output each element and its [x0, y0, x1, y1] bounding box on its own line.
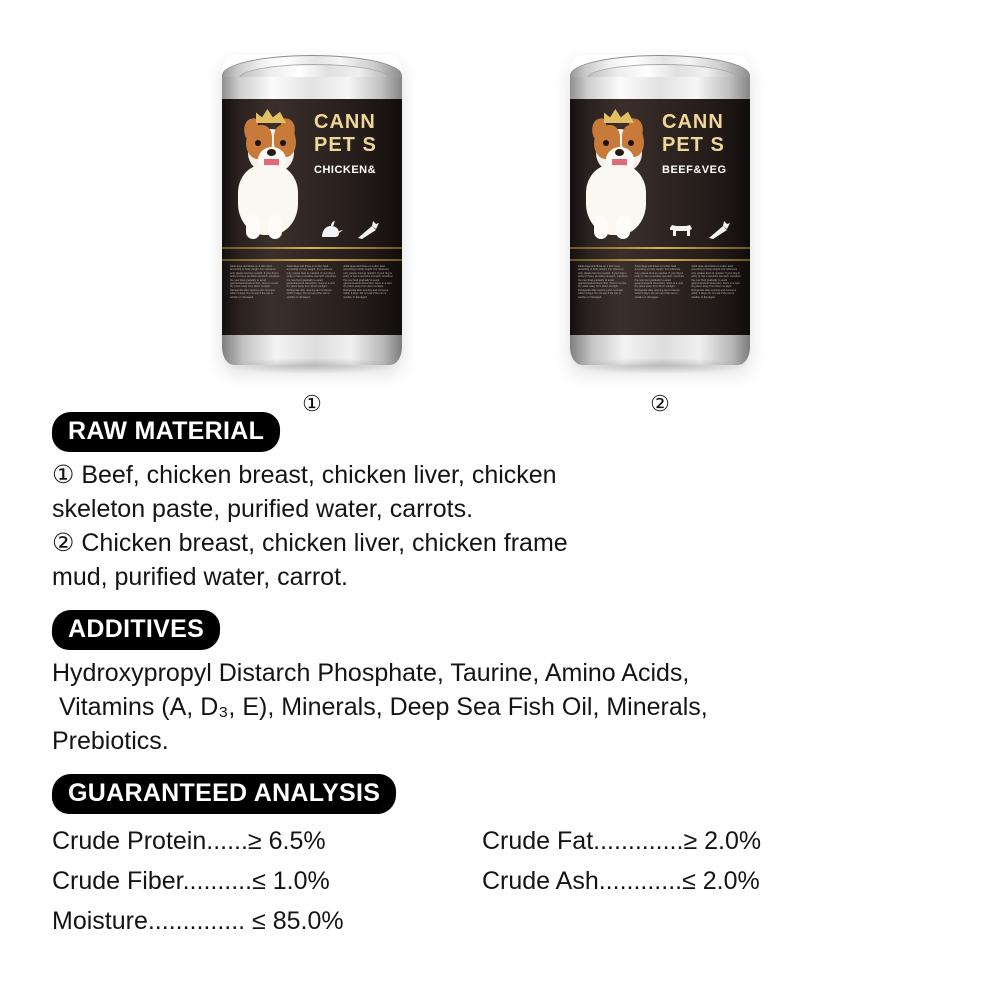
can-fineprint — [230, 265, 394, 329]
analysis-row-3-left: Moisture.............. ≤ 85.0% — [52, 907, 344, 935]
product-can-1 — [222, 55, 402, 416]
fineprint-col-2: Adult dogs and those on a diet: feed according to body weight. For reference only, please feed as needed. If your dog is picky or has a sensitive stomach, introduce the new food gradually to avoid gastrointestinal discomfort. Store in a cool dry place away from direct sunlight. Refrigerate after opening and consume within 3 days. Do not use if the can is swollen or damaged. — [286, 265, 337, 299]
chicken-icon — [318, 220, 344, 240]
additives-line-3: Prebiotics. — [52, 727, 169, 755]
carrot-icon — [352, 220, 382, 240]
can-label — [222, 99, 402, 335]
can-label — [570, 99, 750, 335]
can-fineprint — [578, 265, 742, 329]
crown-icon — [256, 109, 286, 123]
additives-block — [0, 610, 1000, 758]
dog-eye-right — [280, 140, 286, 146]
dog-paw-left — [594, 215, 608, 239]
fineprint-col-2: Adult dogs and those on a diet: feed according to body weight. For reference only, please feed as needed. If your dog is picky or has a sensitive stomach, introduce the new food gradually to avoid gastrointestinal discomfort. Store in a cool dry place away from direct sunlight. Refrigerate after opening and consume within 3 days. Do not use if the can is swollen or damaged. — [634, 265, 685, 299]
guaranteed-analysis-heading-text: GUARANTEED ANALYSIS — [68, 779, 381, 807]
dog-nose — [615, 149, 624, 156]
analysis-row-1-left: Crude Protein......≥ 6.5% — [52, 827, 326, 855]
additives-line-1: Hydroxypropyl Distarch Phosphate, Taurine, Amino Acids, — [52, 659, 690, 687]
can-shadow — [224, 358, 400, 374]
brand-line-1: CANN — [662, 111, 724, 133]
raw-material-line-4: mud, purified water, carrot. — [52, 563, 348, 591]
dog-nose — [267, 149, 276, 156]
guaranteed-analysis-table — [52, 824, 1000, 938]
raw-material-block — [0, 412, 1000, 594]
analysis-row-3-right — [482, 904, 1000, 938]
raw-material-heading-text: RAW MATERIAL — [68, 417, 265, 445]
product-can-2 — [570, 55, 750, 416]
gold-divider-top — [222, 247, 402, 249]
dog-paw-right — [616, 215, 630, 239]
can-graphic — [222, 55, 402, 365]
dog-eye-left — [603, 140, 609, 146]
fineprint-col-3: Adult dogs and those on a diet: feed according to body weight. For reference only, please feed as needed. If your dog is picky or has a sensitive stomach, introduce the new food gradually to avoid gastrointestinal discomfort. Store in a cool dry place away from direct sunlight. Refrigerate after opening and consume within 3 days. Do not use if the can is swollen or damaged. — [691, 265, 741, 299]
ingredient-silhouettes — [666, 217, 744, 243]
analysis-row-2-right: Crude Ash............≤ 2.0% — [482, 867, 760, 895]
can-graphic — [570, 55, 750, 365]
product-image-row — [0, 0, 1000, 420]
flavor-label: BEEF&VEG — [662, 164, 727, 176]
raw-material-line-3: ② Chicken breast, chicken liver, chicken frame — [52, 529, 568, 557]
ingredient-silhouettes — [318, 217, 396, 243]
carrot-icon — [704, 220, 732, 240]
dog-eye-right — [628, 140, 634, 146]
can-marker-1: ① — [302, 391, 322, 416]
flavor-label: CHICKEN& — [314, 164, 377, 176]
dog-eye-left — [255, 140, 261, 146]
brand-block — [662, 111, 727, 183]
corgi-dog-photo — [228, 107, 314, 243]
raw-material-line-2: skeleton paste, purified water, carrots. — [52, 495, 474, 523]
brand-line-2: PET S — [662, 134, 725, 156]
can-marker-2: ② — [650, 391, 670, 416]
analysis-row-2-left: Crude Fiber..........≤ 1.0% — [52, 867, 330, 895]
fineprint-col-3: Adult dogs and those on a diet: feed according to body weight. For reference only, please feed as needed. If your dog is picky or has a sensitive stomach, introduce the new food gradually to avoid gastrointestinal discomfort. Store in a cool dry place away from direct sunlight. Refrigerate after opening and consume within 3 days. Do not use if the can is swollen or damaged. — [343, 265, 393, 299]
info-content — [0, 412, 1000, 954]
brand-line-2: PET S — [314, 134, 377, 156]
crown-icon — [604, 109, 634, 123]
gold-divider-top — [570, 247, 750, 249]
brand-line-1: CANN — [314, 111, 376, 133]
raw-material-text — [52, 458, 952, 594]
raw-material-heading — [51, 412, 281, 452]
analysis-row-1-right: Crude Fat.............≥ 2.0% — [482, 827, 762, 855]
can-shadow — [572, 358, 748, 374]
additives-heading — [51, 610, 220, 650]
additives-heading-text: ADDITIVES — [68, 615, 205, 643]
raw-material-line-1: ① Beef, chicken breast, chicken liver, chicken — [52, 461, 557, 489]
corgi-dog-photo — [576, 107, 662, 243]
gold-divider-bottom — [222, 259, 402, 261]
additives-text — [52, 656, 952, 758]
fineprint-col-1: Adult dogs and those on a diet: feed according to body weight. For reference only, please feed as needed. If your dog is picky or has a sensitive stomach, introduce the new food gradually to avoid gastrointestinal discomfort. Store in a cool dry place away from direct sunlight. Refrigerate after opening and consume within 3 days. Do not use if the can is swollen or damaged. — [578, 265, 628, 299]
fineprint-col-1: Adult dogs and those on a diet: feed according to body weight. For reference only, please feed as needed. If your dog is picky or has a sensitive stomach, introduce the new food gradually to avoid gastrointestinal discomfort. Store in a cool dry place away from direct sunlight. Refrigerate after opening and consume within 3 days. Do not use if the can is swollen or damaged. — [230, 265, 280, 299]
dog-paw-left — [246, 215, 260, 239]
brand-block — [314, 111, 377, 183]
additives-line-2: Vitamins (A, D₃, E), Minerals, Deep Sea Fish Oil, Minerals, — [52, 693, 708, 721]
cow-icon — [666, 220, 696, 240]
guaranteed-analysis-block — [0, 774, 1000, 938]
gold-divider-bottom — [570, 259, 750, 261]
guaranteed-analysis-heading — [51, 774, 397, 814]
dog-paw-right — [268, 215, 282, 239]
